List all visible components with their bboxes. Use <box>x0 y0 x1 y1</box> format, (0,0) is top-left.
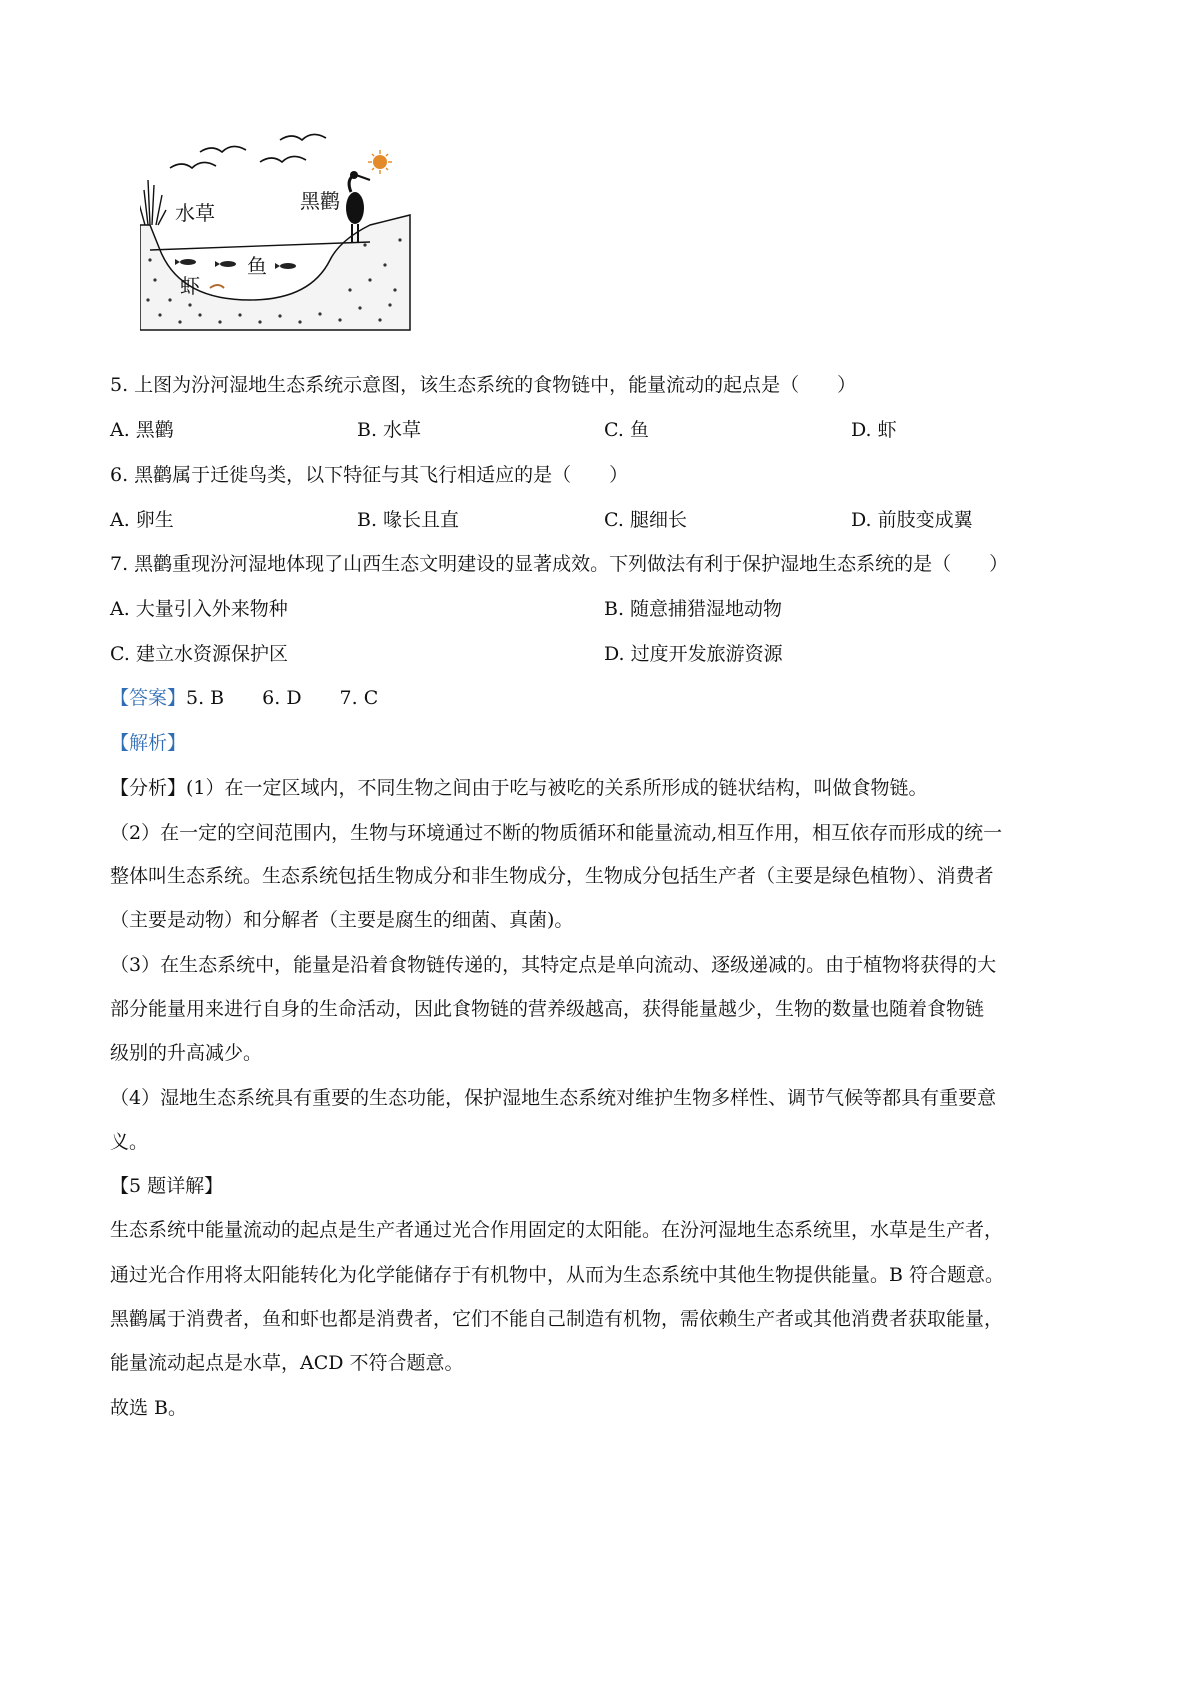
q7-option-d: D. 过度开发旅游资源 <box>604 643 783 665</box>
analysis-line-9: 义。 <box>110 1131 149 1153</box>
label-stork: 黑鹳 <box>300 189 340 213</box>
flying-birds <box>170 134 326 168</box>
q6-option-d: D. 前肢变成翼 <box>851 509 973 531</box>
q7-option-b: B. 随意捕猎湿地动物 <box>604 598 783 620</box>
label-water-grass: 水草 <box>175 201 215 225</box>
wetland-ecosystem-illustration <box>140 130 450 360</box>
q5-option-b: B. 水草 <box>357 419 422 441</box>
question-6-stem: 6. 黑鹳属于迁徙鸟类，以下特征与其飞行相适应的是（ ） <box>110 464 629 486</box>
analysis-line-1: 【分析】(1）在一定区域内，不同生物之间由于吃与被吃的关系所形成的链状结构，叫做食物链。 <box>110 777 928 799</box>
analysis-line-5: （3）在生态系统中，能量是沿着食物链传递的，其特定点是单向流动、逐级递减的。由于植物将获得的大 <box>110 954 997 976</box>
analysis-line-6: 部分能量用来进行自身的生命活动，因此食物链的营养级越高，获得能量越少，生物的数量也随着食物链 <box>110 998 985 1020</box>
label-fish: 鱼 <box>247 254 267 278</box>
water-grass <box>140 180 166 225</box>
detail-5-line-1: 生态系统中能量流动的起点是生产者通过光合作用固定的太阳能。在汾河湿地生态系统里，水草是生产者， <box>110 1219 1004 1241</box>
answer-label: 【答案】 <box>110 687 187 709</box>
pond-basin <box>140 215 410 330</box>
detail-5-line-5: 故选 B。 <box>110 1397 188 1419</box>
q5-option-a: A. 黑鹳 <box>110 419 174 441</box>
question-5-stem: 5. 上图为汾河湿地生态系统示意图，该生态系统的食物链中，能量流动的起点是（ ） <box>110 374 857 396</box>
answer-text: 5. B 6. D 7. C <box>186 687 379 709</box>
sun-icon <box>368 150 392 174</box>
q7-option-a: A. 大量引入外来物种 <box>110 598 288 620</box>
detail-5-line-2: 通过光合作用将太阳能转化为化学能储存于有机物中，从而为生态系统中其他生物提供能量。B 符合题意。 <box>110 1264 1005 1286</box>
detail-5-line-4: 能量流动起点是水草，ACD 不符合题意。 <box>110 1352 464 1374</box>
analysis-line-2: （2）在一定的空间范围内，生物与环境通过不断的物质循环和能量流动,相互作用，相互依存而形成的统一 <box>110 822 1003 844</box>
answer-line <box>110 685 378 711</box>
detail-5-line-3: 黑鹳属于消费者，鱼和虾也都是消费者，它们不能自己制造有机物，需依赖生产者或其他消费者获取能量， <box>110 1308 1004 1330</box>
shrimp-figure <box>210 285 224 288</box>
q6-option-b: B. 喙长且直 <box>357 509 460 531</box>
q5-option-d: D. 虾 <box>851 419 897 441</box>
analysis-line-4: （主要是动物）和分解者（主要是腐生的细菌、真菌)。 <box>110 909 574 931</box>
fish-figures <box>175 259 296 269</box>
detail-5-heading: 【5 题详解】 <box>110 1175 224 1197</box>
question-7-stem: 7. 黑鹳重现汾河湿地体现了山西生态文明建设的显著成效。下列做法有利于保护湿地生态系统的是（ ） <box>110 553 1009 575</box>
q6-option-c: C. 腿细长 <box>604 509 687 531</box>
q7-option-c: C. 建立水资源保护区 <box>110 643 288 665</box>
analysis-label: 【解析】 <box>110 732 187 754</box>
analysis-line-8: （4）湿地生态系统具有重要的生态功能，保护湿地生态系统对维护生物多样性、调节气候等都具有重要意 <box>110 1087 997 1109</box>
q6-option-a: A. 卵生 <box>110 509 174 531</box>
q5-option-c: C. 鱼 <box>604 419 649 441</box>
analysis-line-7: 级别的升高减少。 <box>110 1042 263 1064</box>
analysis-line-3: 整体叫生态系统。生态系统包括生物成分和非生物成分，生物成分包括生产者（主要是绿色植物）、消费者 <box>110 865 994 887</box>
label-shrimp: 虾 <box>180 274 200 298</box>
